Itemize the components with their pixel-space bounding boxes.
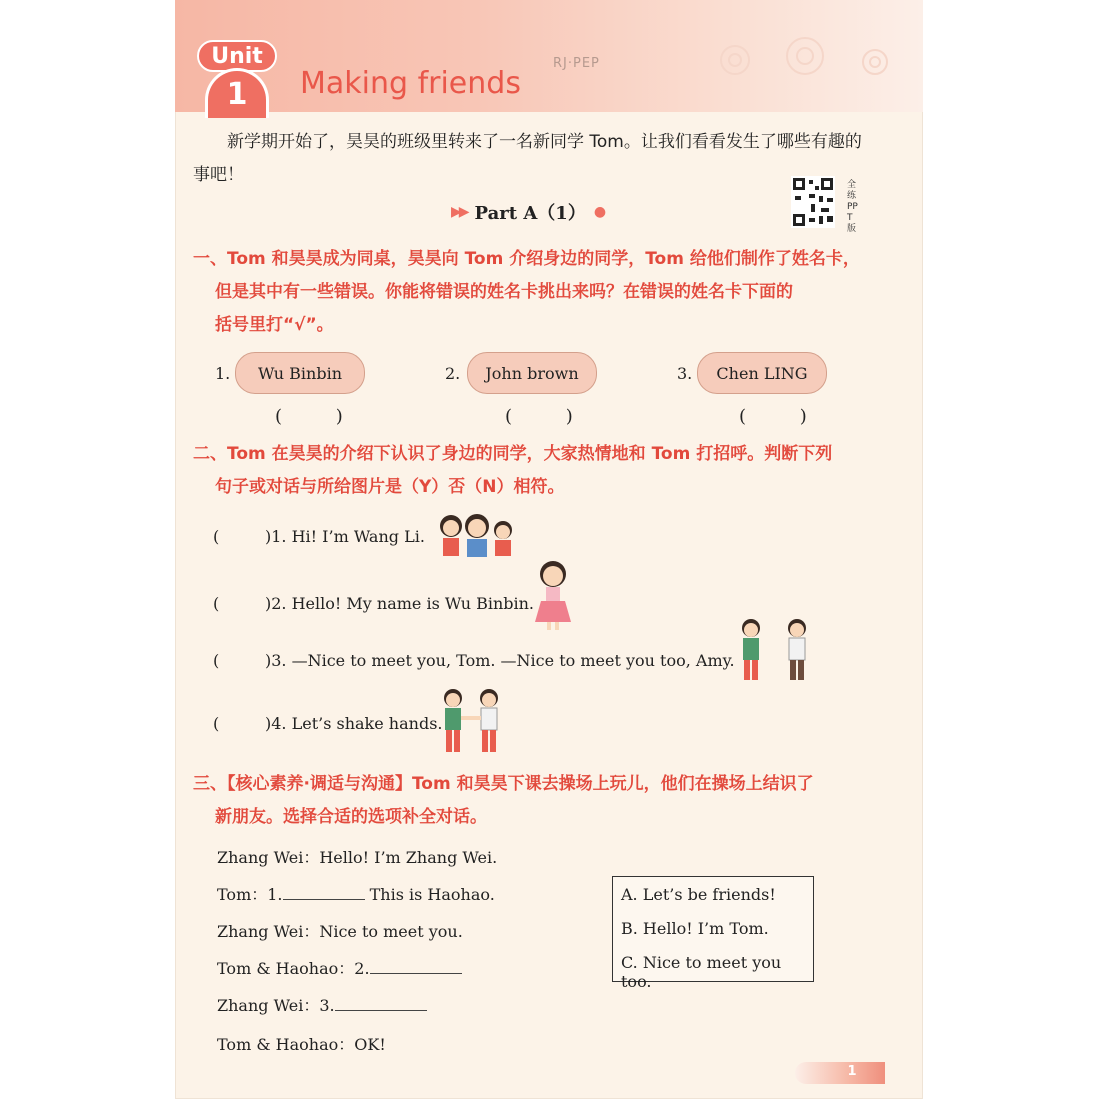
answer-blank-2[interactable]	[370, 957, 462, 974]
children-group-picture-icon	[437, 512, 517, 558]
options-box	[612, 876, 814, 991]
dialog-speaker: Zhang Wei：	[217, 996, 320, 1015]
section2-title	[193, 438, 873, 504]
option-a: A. Let’s be friends!	[621, 885, 776, 904]
section1-title-line2: 但是其中有一些错误。你能将错误的姓名卡挑出来吗？在错误的姓名卡下面的	[215, 282, 793, 302]
intro-text: 新学期开始了，昊昊的班级里转来了一名新同学 Tom。让我们看看发生了哪些有趣的事吧！	[193, 132, 862, 185]
dialog-text: 3.	[319, 996, 335, 1015]
section3-title-tag: 【核心素养·调适与沟通】	[227, 774, 412, 794]
name-card: Wu Binbin	[235, 352, 365, 394]
dialog-text: 2.	[354, 959, 370, 978]
answer-paren[interactable]: ( )	[739, 406, 831, 427]
dialog-speaker: Zhang Wei：	[217, 848, 320, 867]
page-number: 1	[847, 1064, 857, 1079]
decorative-flowers-icon	[695, 30, 915, 90]
option-c: C. Nice to meet you too.	[621, 953, 782, 991]
section2-title-line2: 句子或对话与所给图片是（Y）否（N）相符。	[215, 477, 565, 497]
unit-label: Unit	[197, 40, 277, 72]
section3-title-line2: 新朋友。选择合适的选项补全对话。	[215, 807, 487, 827]
card-number: 1.	[215, 364, 231, 383]
section3-title-prefix: 三、	[193, 774, 227, 794]
judge-item-1	[213, 527, 425, 546]
dialog-text-after: This is Haohao.	[364, 885, 495, 904]
dialog-line-5	[217, 993, 427, 1016]
dialog-speaker: Tom：	[217, 885, 268, 904]
section3-title	[193, 768, 873, 834]
judge-item-text: )3. —Nice to meet you, Tom. —Nice to meet you too, Amy.	[265, 651, 735, 670]
shaking-hands-picture-icon	[439, 686, 505, 758]
section1-title	[193, 243, 873, 342]
option-b: B. Hello! I’m Tom.	[621, 919, 769, 938]
answer-paren[interactable]: (	[213, 714, 220, 733]
part-heading	[451, 199, 606, 225]
name-card: John brown	[467, 352, 597, 394]
dialog-text: 1.	[267, 885, 283, 904]
dialog-speaker: Tom & Haohao：	[217, 1035, 355, 1054]
unit-number: 1	[205, 68, 269, 118]
card-number: 3.	[677, 364, 693, 383]
qr-label: 全练PPT版	[847, 180, 858, 234]
header-tag: RJ·PEP	[553, 56, 600, 71]
dialog-speaker: Zhang Wei：	[217, 922, 320, 941]
two-boys-picture-icon	[735, 616, 815, 688]
answer-blank-1[interactable]	[283, 883, 365, 900]
judge-item-2	[213, 594, 534, 613]
answer-paren[interactable]: ( )	[505, 406, 597, 427]
workbook-page	[175, 0, 923, 1099]
answer-blank-3[interactable]	[335, 994, 427, 1011]
dialog-line-1	[217, 845, 497, 868]
section2-title-line1: 二、Tom 在昊昊的介绍下认识了身边的同学，大家热情地和 Tom 打招呼。判断下列	[193, 444, 833, 464]
judge-item-4	[213, 714, 443, 733]
girl-picture-icon	[531, 560, 575, 632]
section1-title-line1: 一、Tom 和昊昊成为同桌，昊昊向 Tom 介绍身边的同学，Tom 给他们制作了姓名卡，	[193, 249, 860, 269]
qr-code-icon	[791, 176, 835, 228]
name-card: Chen LING	[697, 352, 827, 394]
dialog-text: OK!	[354, 1035, 386, 1054]
unit-title: Making friends	[300, 66, 521, 101]
judge-item-3	[213, 651, 735, 670]
name-card-row	[215, 352, 875, 432]
dot-icon: ●	[593, 204, 607, 220]
answer-paren[interactable]: (	[213, 651, 220, 670]
answer-paren[interactable]: (	[213, 594, 220, 613]
judge-item-text: )4. Let’s shake hands.	[265, 714, 443, 733]
card-number: 2.	[445, 364, 461, 383]
dialog-speaker: Tom & Haohao：	[217, 959, 355, 978]
answer-paren[interactable]: (	[213, 527, 220, 546]
judge-item-text: )2. Hello! My name is Wu Binbin.	[265, 594, 535, 613]
dialog-line-6	[217, 1032, 386, 1055]
double-arrow-icon: ▶▶	[451, 204, 467, 220]
section3-title-line1: Tom 和昊昊下课去操场上玩儿，他们在操场上结识了	[411, 774, 814, 794]
dialog-line-4	[217, 956, 462, 979]
unit-badge	[197, 40, 277, 114]
answer-paren[interactable]: ( )	[275, 406, 367, 427]
dialog-line-3	[217, 919, 463, 942]
dialog-text: Hello! I’m Zhang Wei.	[319, 848, 498, 867]
part-heading-text: Part A（1）	[474, 203, 586, 224]
judge-item-text: )1. Hi! I’m Wang Li.	[265, 527, 425, 546]
dialog-line-2	[217, 882, 495, 905]
section1-title-line3: 括号里打“√”。	[215, 315, 334, 335]
dialog-text: Nice to meet you.	[319, 922, 463, 941]
